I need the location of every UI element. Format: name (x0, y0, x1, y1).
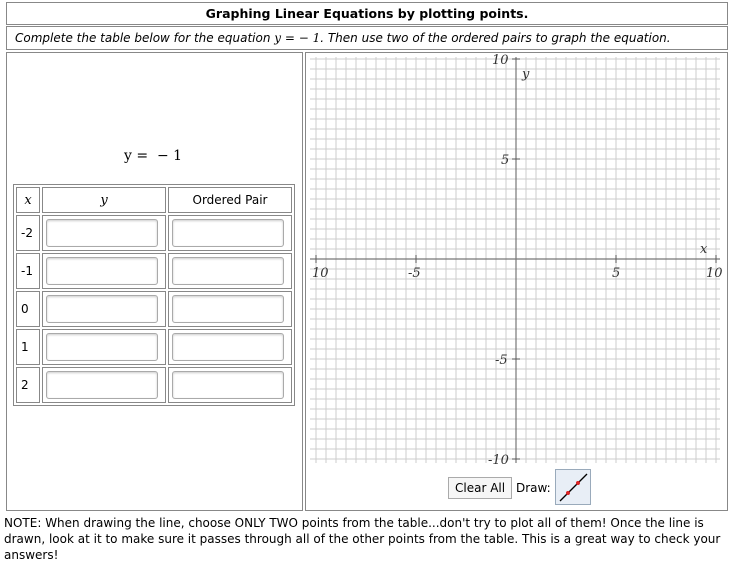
instructions-equation: y = − 1 (274, 31, 321, 45)
instructions-after: . Then use two of the ordered pairs to graph the equation. (320, 31, 671, 45)
x-value: -2 (16, 215, 40, 251)
x-value: 2 (16, 367, 40, 403)
x-tick-label: 10 (706, 266, 723, 281)
note-text: NOTE: When drawing the line, choose ONLY TWO points from the table...don't try to plot all of them! Once the line is drawn, look at it to make sure it passes through all of the other points from the table. This is a great way to check your answers! (4, 516, 721, 562)
y-tick-label: 5 (501, 153, 510, 168)
x-value: -1 (16, 253, 40, 289)
equation-display: y = − 1 (124, 148, 183, 164)
clear-all-button[interactable]: Clear All (448, 477, 512, 499)
x-value: 0 (16, 291, 40, 327)
draw-line-tool-button[interactable] (555, 469, 591, 505)
header-x: x (16, 187, 40, 213)
x-value: 1 (16, 329, 40, 365)
instructions-before: Complete the table below for the equation (15, 31, 275, 45)
x-tick-label: 10 (312, 266, 329, 281)
x-tick-label: -5 (408, 266, 421, 281)
x-tick-label: 5 (612, 266, 621, 281)
header-ordered-pair: Ordered Pair (168, 187, 292, 213)
y-axis-label: y (522, 67, 530, 82)
line-tool-icon (556, 470, 590, 504)
x-axis-label: x (700, 242, 708, 257)
header-y: y (42, 187, 166, 213)
grid-lines (310, 57, 720, 463)
page-title: Graphing Linear Equations by plotting points. (6, 2, 728, 25)
y-tick-label: -5 (495, 353, 508, 368)
axes (310, 57, 720, 463)
draw-label: Draw: (516, 481, 551, 495)
y-tick-label: 10 (492, 53, 509, 68)
y-tick-label: -10 (488, 453, 509, 468)
